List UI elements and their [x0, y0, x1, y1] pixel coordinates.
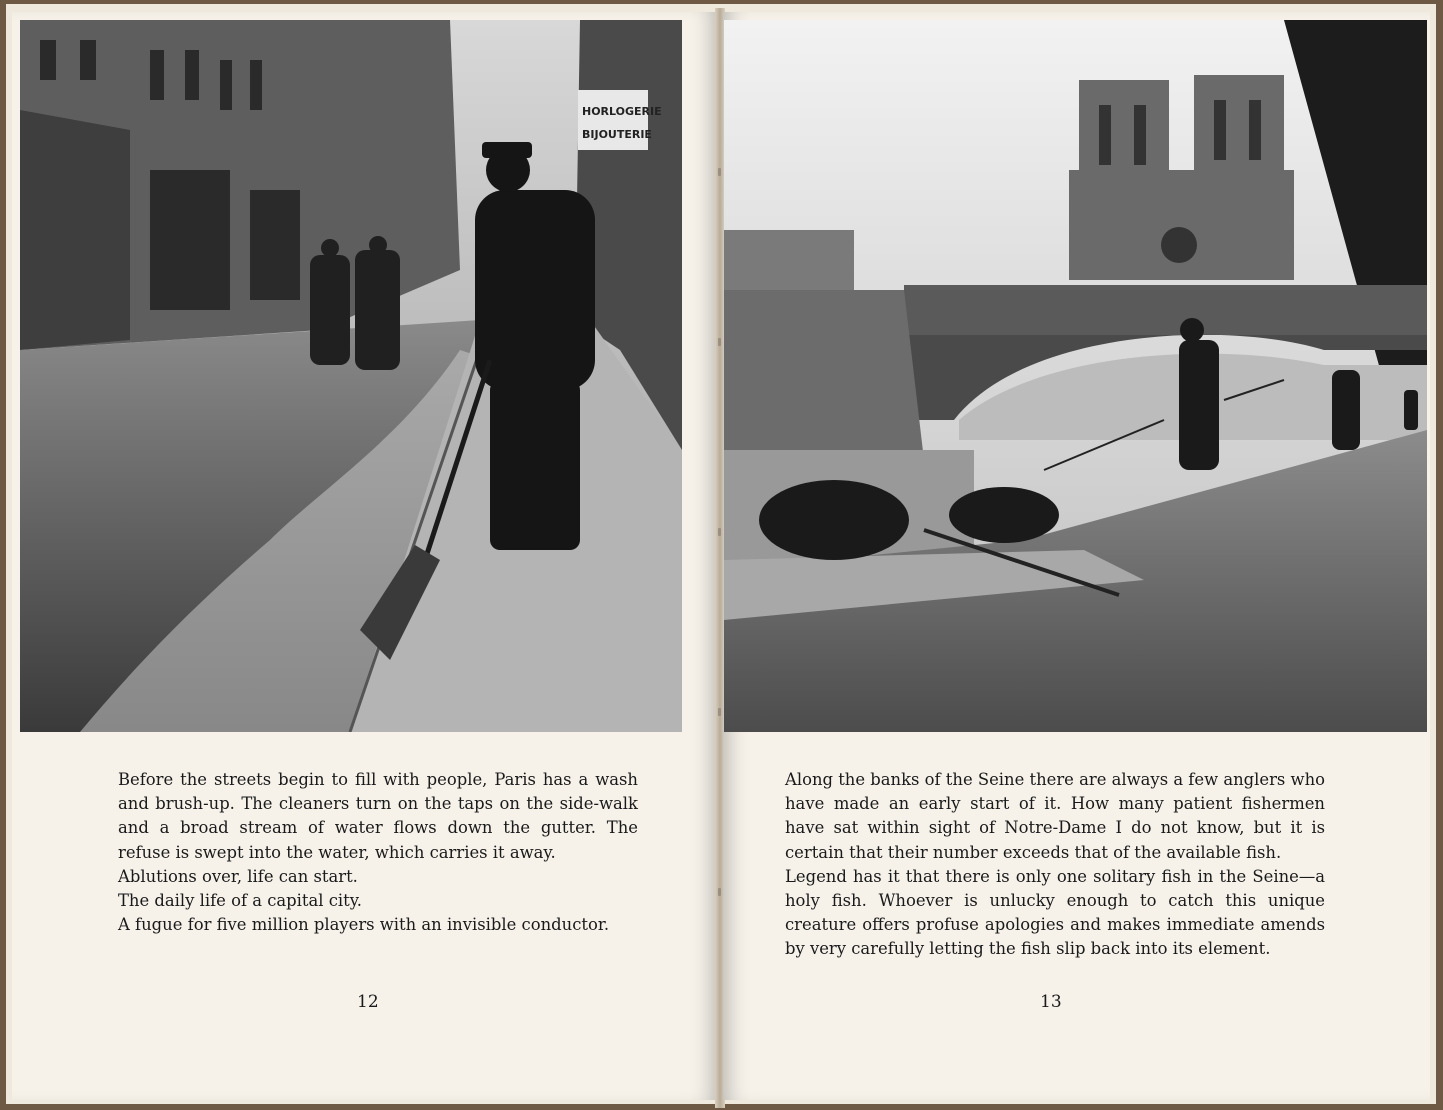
left-page-text [118, 768, 638, 937]
shop-sign-line-2: BIJOUTERIE [582, 128, 652, 141]
binding-stitch [718, 528, 721, 536]
binding-stitch [718, 168, 721, 176]
binding-stitch [718, 338, 721, 346]
page-number: 12 [357, 992, 379, 1012]
left-page [12, 12, 717, 1100]
street-sweeper-photo [20, 20, 682, 732]
paragraph: Ablutions over, life can start. [118, 866, 358, 886]
page-number: 13 [1040, 992, 1062, 1012]
paragraph: The daily life of a capital city. [118, 891, 363, 911]
binding-stitch [718, 708, 721, 716]
paragraph: Legend has it that there is only one solitary fish in the Seine—a holy fish. Whoever is unlucky enough to catch this unique creature offers profuse apologies and makes immediate amends by very carefully letting the fish slip back into its element. [785, 866, 1325, 959]
paragraph: A fugue for five million players with an invisible conductor. [118, 915, 610, 935]
shop-sign-line-1: HORLOGERIE [582, 105, 662, 118]
book-spread [6, 4, 1436, 1104]
right-page [723, 12, 1430, 1100]
paragraph: Before the streets begin to fill with people, Paris has a wash and brush-up. The cleaners turn on the taps on the side-walk and a broad stream of water flows down the gutter. The refuse is swept into the water, which carries it away. [118, 770, 638, 862]
binding-stitch [718, 888, 721, 896]
right-page-text [785, 768, 1325, 962]
paragraph: Along the banks of the Seine there are always a few anglers who have made an early start of it. How many patient fishermen have sat within sight of Notre-Dame I do not know, but it is certain that their number exceeds that of the available fish. [785, 770, 1325, 862]
notre-dame-anglers-photo [724, 20, 1427, 732]
